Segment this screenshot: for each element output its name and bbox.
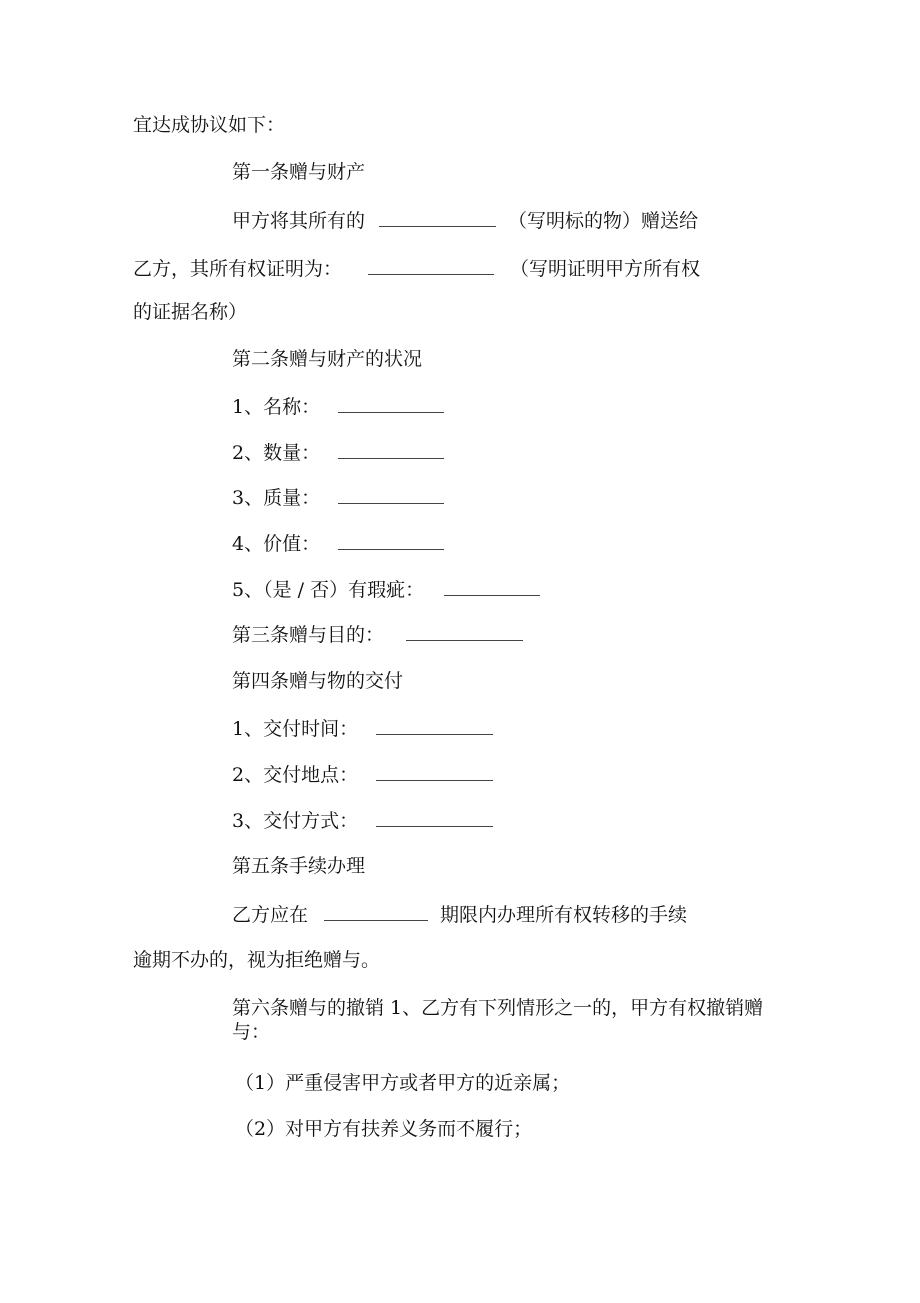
subject-matter-blank[interactable] <box>379 208 496 227</box>
article-1-title: 第一条赠与财产 <box>232 161 366 183</box>
item-label: 1、名称： <box>232 396 321 418</box>
defect-blank[interactable] <box>444 577 540 596</box>
item-label: 2、数量： <box>232 442 321 464</box>
article-2-item <box>232 531 444 556</box>
item-label: 1、交付时间： <box>232 718 359 740</box>
article-4-item <box>232 808 493 833</box>
article-1-line-2 <box>133 256 700 281</box>
article-2-item <box>232 577 540 602</box>
delivery-place-blank[interactable] <box>376 762 493 781</box>
article-5-line-1 <box>232 902 687 927</box>
article-2-title: 第二条赠与财产的状况 <box>232 348 423 370</box>
article-5-text-b: 期限内办理所有权转移的手续 <box>440 904 688 926</box>
article-1-text-c: 乙方，其所有权证明为： <box>133 258 343 280</box>
item-label: 5、（是 / 否）有瑕疵： <box>232 579 425 601</box>
article-6-item: （1）严重侵害甲方或者甲方的近亲属； <box>235 1072 571 1094</box>
article-4-item <box>232 716 493 741</box>
ownership-proof-blank[interactable] <box>368 256 494 275</box>
period-blank[interactable] <box>324 902 428 921</box>
delivery-method-blank[interactable] <box>376 808 493 827</box>
article-5-title: 第五条手续办理 <box>232 855 366 877</box>
quality-blank[interactable] <box>338 485 444 504</box>
article-5-line-2: 逾期不办的，视为拒绝赠与。 <box>133 949 381 971</box>
article-6-paragraph: 第六条赠与的撤销 1、乙方有下列情形之一的，甲方有权撤销赠与： <box>232 997 764 1043</box>
article-2-item <box>232 440 444 465</box>
article-1-text-a: 甲方将其所有的 <box>232 210 366 232</box>
article-1-text-d: （写明证明甲方所有权 <box>510 258 701 280</box>
article-4-title: 第四条赠与物的交付 <box>232 670 404 692</box>
delivery-time-blank[interactable] <box>376 716 493 735</box>
article-1-text-b: （写明标的物）赠送给 <box>508 210 699 232</box>
item-label: 4、价值： <box>232 533 321 555</box>
article-2-item <box>232 485 444 510</box>
article-2-item <box>232 394 444 419</box>
purpose-blank[interactable] <box>406 622 523 641</box>
article-6-item: （2）对甲方有扶养义务而不履行； <box>235 1118 533 1140</box>
intro-text: 宜达成协议如下： <box>133 114 286 136</box>
article-5-text-a: 乙方应在 <box>232 904 309 926</box>
article-3-line <box>232 622 523 647</box>
item-label: 3、交付方式： <box>232 810 359 832</box>
value-blank[interactable] <box>338 531 444 550</box>
article-1-line-3: 的证据名称） <box>133 301 248 323</box>
article-1-line-1 <box>232 208 698 233</box>
item-label: 2、交付地点： <box>232 764 359 786</box>
quantity-blank[interactable] <box>338 440 444 459</box>
item-label: 3、质量： <box>232 487 321 509</box>
article-3-title: 第三条赠与目的： <box>232 624 385 646</box>
name-blank[interactable] <box>338 394 444 413</box>
article-4-item <box>232 762 493 787</box>
